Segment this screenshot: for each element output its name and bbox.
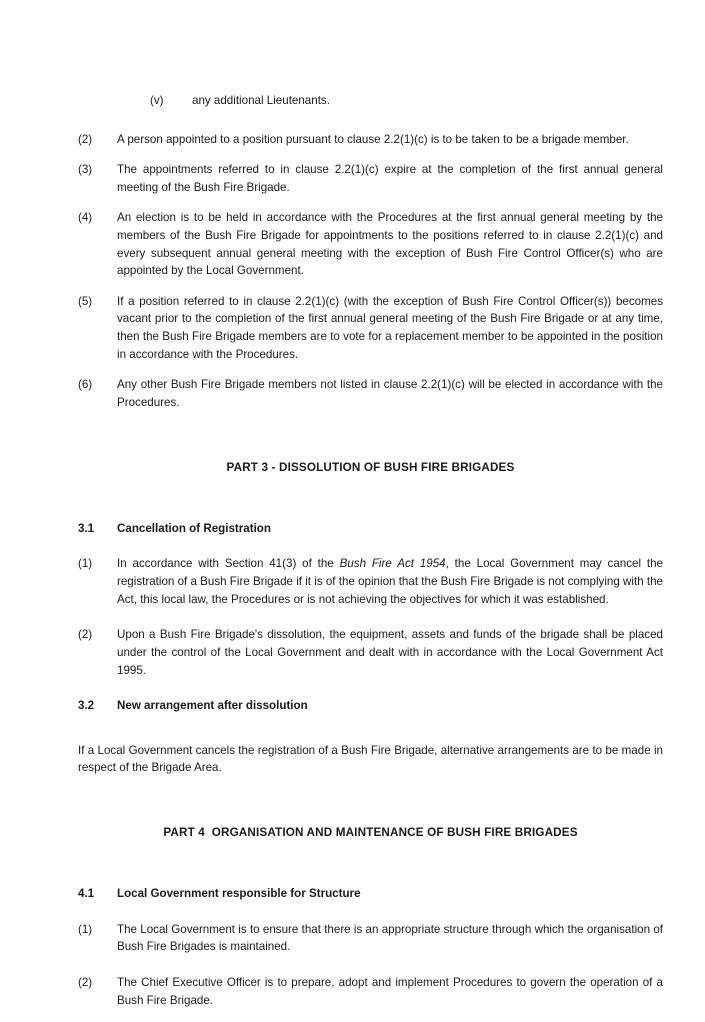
section-number: 3.1 bbox=[78, 522, 95, 536]
clause-text-tail: , the Local Government may cancel the registration of a Bush Fire Brigade if it is of the opinion that the Bush Fire Brigade is not complying with the Act, this local law, the Procedures or is not achieving the objectives for which it was established. bbox=[117, 557, 663, 606]
act-citation: Bush Fire Act 1954 bbox=[339, 557, 446, 571]
part-4-title: ORGANISATION AND MAINTENANCE OF BUSH FIRE BRIGADES bbox=[211, 825, 578, 839]
spacer bbox=[78, 841, 663, 885]
clause-text: The appointments referred to in clause 2.2(1)(c) expire at the completion of the first annual general meeting of the Bush Fire Brigade. bbox=[117, 163, 663, 194]
clause-text: Upon a Bush Fire Brigade's dissolution, the equipment, assets and funds of the brigade shall be placed under the control of the Local Government and dealt with in accordance with the Local Government Act 1995. bbox=[117, 628, 663, 677]
page-content bbox=[78, 92, 663, 1022]
spacer bbox=[78, 728, 663, 742]
clause-4 bbox=[78, 209, 663, 279]
section-heading-3-1 bbox=[78, 520, 663, 537]
clause-marker: (2) bbox=[78, 628, 93, 642]
sub-item-marker: (v) bbox=[150, 94, 164, 107]
section-title: Local Government responsible for Structure bbox=[117, 887, 361, 901]
clause-6 bbox=[78, 376, 663, 411]
clause-marker: (1) bbox=[78, 557, 93, 571]
section-heading-3-2 bbox=[78, 697, 663, 714]
clause-marker: (2) bbox=[78, 132, 93, 146]
clause-4-1-2 bbox=[78, 974, 663, 1009]
clause-text: If a position referred to in clause 2.2(1)(c) (with the exception of Bush Fire Control Officer(s)) becomes vacant prior to the completion of the first annual general meeting of the Bush Fire Brigade or at any time, then the Bush Fire Brigade members are to vote for a replacement member to be appointed in the position in accordance with the Procedures. bbox=[117, 294, 663, 361]
section-number: 3.2 bbox=[78, 699, 95, 713]
clause-text: The Chief Executive Officer is to prepare, adopt and implement Procedures to govern the operation of a Bush Fire Brigade. bbox=[117, 975, 663, 1007]
part-4-label: PART 4 bbox=[163, 825, 205, 839]
clause-marker: (5) bbox=[78, 294, 93, 308]
clause-marker: (3) bbox=[78, 163, 93, 177]
part-3-heading: PART 3 - DISSOLUTION OF BUSH FIRE BRIGADES bbox=[226, 460, 515, 474]
clause-marker: (2) bbox=[78, 975, 93, 989]
clause-text: A person appointed to a position pursuant to clause 2.2(1)(c) is to be taken to be a brigade member. bbox=[117, 132, 629, 146]
section-title: Cancellation of Registration bbox=[117, 522, 271, 536]
clause-4-1-1 bbox=[78, 921, 663, 956]
clause-marker: (1) bbox=[78, 922, 93, 936]
section-title: New arrangement after dissolution bbox=[117, 699, 308, 713]
heading-spacer bbox=[205, 826, 212, 839]
clause-3 bbox=[78, 161, 663, 196]
clause-text-lead: In accordance with Section 41(3) of the bbox=[117, 557, 340, 571]
clause-text: The Local Government is to ensure that there is an appropriate structure through which the organisation of Bush Fire Brigades is maintained. bbox=[117, 922, 663, 954]
clause-text bbox=[117, 555, 663, 608]
clause-5 bbox=[78, 293, 663, 363]
clause-text: Any other Bush Fire Brigade members not listed in clause 2.2(1)(c) will be elected in accordance with the Procedures. bbox=[117, 378, 663, 409]
section-heading-4-1 bbox=[78, 885, 663, 902]
clause-marker: (4) bbox=[78, 211, 93, 225]
clause-3-1-1 bbox=[78, 555, 663, 608]
sub-item-v bbox=[150, 92, 663, 110]
spacer bbox=[78, 790, 663, 824]
section-number: 4.1 bbox=[78, 887, 95, 901]
clause-3-1-2 bbox=[78, 626, 663, 679]
section-3-2-body: If a Local Government cancels the registration of a Bush Fire Brigade, alternative arrangements are to be made in respect of the Brigade Area. bbox=[78, 743, 663, 775]
spacer bbox=[78, 425, 663, 459]
sub-item-text: any additional Lieutenants. bbox=[192, 94, 330, 107]
clause-2 bbox=[78, 131, 663, 149]
clause-text: An election is to be held in accordance with the Procedures at the first annual general meeting by the members of the Bush Fire Brigade for appointments to the positions referred to in clause 2.2(1)(c) and every subsequent annual general meeting with the exception of Bush Fire Control Officer(s) who are appointed by the Local Government. bbox=[117, 211, 663, 278]
clause-marker: (6) bbox=[78, 378, 93, 392]
spacer bbox=[78, 476, 663, 520]
part-4-heading bbox=[78, 824, 663, 842]
